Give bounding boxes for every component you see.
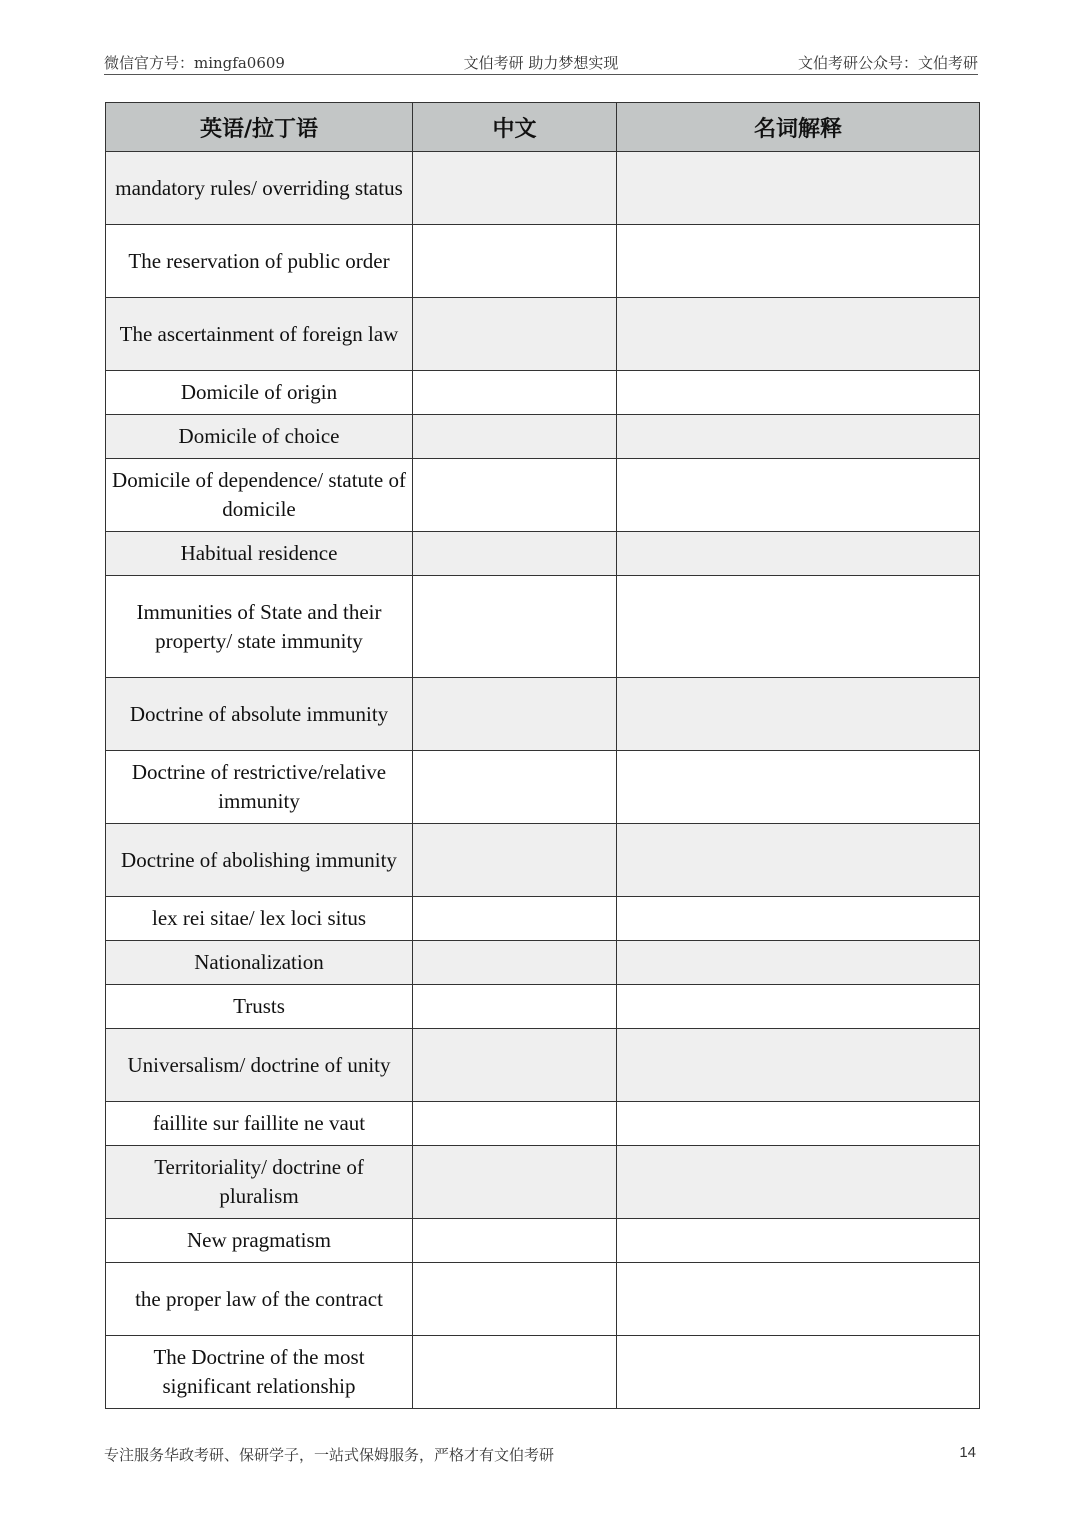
header-slogan: 文伯考研 助力梦想实现 [463, 54, 619, 72]
header-public-account: 文伯考研公众号：文伯考研 [797, 54, 978, 72]
chinese-cell [413, 298, 617, 371]
definition-cell [617, 985, 980, 1029]
definition-cell [617, 1029, 980, 1102]
term-cell: Trusts [106, 985, 413, 1029]
chinese-cell [413, 1102, 617, 1146]
term-cell: The ascertainment of foreign law [106, 298, 413, 371]
column-header-chinese: 中文 [413, 103, 617, 152]
table-row [106, 1029, 980, 1102]
table-body [106, 152, 980, 1409]
table-row [106, 1146, 980, 1219]
term-cell: The Doctrine of the most significant relationship [106, 1336, 413, 1409]
table-row [106, 225, 980, 298]
table-row [106, 532, 980, 576]
table-row [106, 1102, 980, 1146]
chinese-cell [413, 415, 617, 459]
term-cell: Domicile of dependence/ statute of domicile [106, 459, 413, 532]
chinese-cell [413, 985, 617, 1029]
table-row [106, 152, 980, 225]
chinese-cell [413, 152, 617, 225]
table-row [106, 678, 980, 751]
chinese-cell [413, 532, 617, 576]
header-wechat-id: 微信官方号：mingfa0609 [104, 54, 285, 72]
definition-cell [617, 824, 980, 897]
chinese-cell [413, 1146, 617, 1219]
definition-cell [617, 415, 980, 459]
definition-cell [617, 897, 980, 941]
term-cell: mandatory rules/ overriding status [106, 152, 413, 225]
term-cell: lex rei sitae/ lex loci situs [106, 897, 413, 941]
table-row [106, 1336, 980, 1409]
definition-cell [617, 459, 980, 532]
column-header-definition: 名词解释 [617, 103, 980, 152]
term-cell: Universalism/ doctrine of unity [106, 1029, 413, 1102]
table-row [106, 941, 980, 985]
table-header-row [106, 103, 980, 152]
chinese-cell [413, 1263, 617, 1336]
definition-cell [617, 1336, 980, 1409]
table-row [106, 897, 980, 941]
table-row [106, 298, 980, 371]
table-row [106, 415, 980, 459]
term-cell: The reservation of public order [106, 225, 413, 298]
definition-cell [617, 225, 980, 298]
table-row [106, 1219, 980, 1263]
term-cell: Doctrine of restrictive/relative immunity [106, 751, 413, 824]
page-number: 14 [959, 1444, 976, 1461]
term-cell: Territoriality/ doctrine of pluralism [106, 1146, 413, 1219]
table-row [106, 459, 980, 532]
term-cell: Immunities of State and their property/ state immunity [106, 576, 413, 678]
term-cell: Domicile of origin [106, 371, 413, 415]
definition-cell [617, 152, 980, 225]
definition-cell [617, 371, 980, 415]
page-header [104, 50, 978, 75]
chinese-cell [413, 824, 617, 897]
table-row [106, 985, 980, 1029]
chinese-cell [413, 751, 617, 824]
chinese-cell [413, 1336, 617, 1409]
column-header-term: 英语/拉丁语 [106, 103, 413, 152]
definition-cell [617, 532, 980, 576]
table-row [106, 576, 980, 678]
chinese-cell [413, 576, 617, 678]
definition-cell [617, 1146, 980, 1219]
definition-cell [617, 298, 980, 371]
chinese-cell [413, 459, 617, 532]
definition-cell [617, 1102, 980, 1146]
table-row [106, 824, 980, 897]
table-row [106, 371, 980, 415]
definition-cell [617, 941, 980, 985]
definition-cell [617, 678, 980, 751]
definition-cell [617, 1219, 980, 1263]
chinese-cell [413, 371, 617, 415]
table-row [106, 751, 980, 824]
chinese-cell [413, 1029, 617, 1102]
definition-cell [617, 751, 980, 824]
chinese-cell [413, 225, 617, 298]
term-cell: New pragmatism [106, 1219, 413, 1263]
term-cell: Domicile of choice [106, 415, 413, 459]
term-cell: Habitual residence [106, 532, 413, 576]
chinese-cell [413, 1219, 617, 1263]
vocabulary-table [105, 102, 980, 1409]
term-cell: Doctrine of abolishing immunity [106, 824, 413, 897]
chinese-cell [413, 941, 617, 985]
definition-cell [617, 1263, 980, 1336]
page-footer [104, 1444, 978, 1466]
chinese-cell [413, 678, 617, 751]
term-cell: Doctrine of absolute immunity [106, 678, 413, 751]
term-cell: faillite sur faillite ne vaut [106, 1102, 413, 1146]
table-row [106, 1263, 980, 1336]
footer-slogan: 专注服务华政考研、保研学子，一站式保姆服务，严格才有文伯考研 [104, 1446, 555, 1464]
term-cell: the proper law of the contract [106, 1263, 413, 1336]
term-cell: Nationalization [106, 941, 413, 985]
definition-cell [617, 576, 980, 678]
chinese-cell [413, 897, 617, 941]
